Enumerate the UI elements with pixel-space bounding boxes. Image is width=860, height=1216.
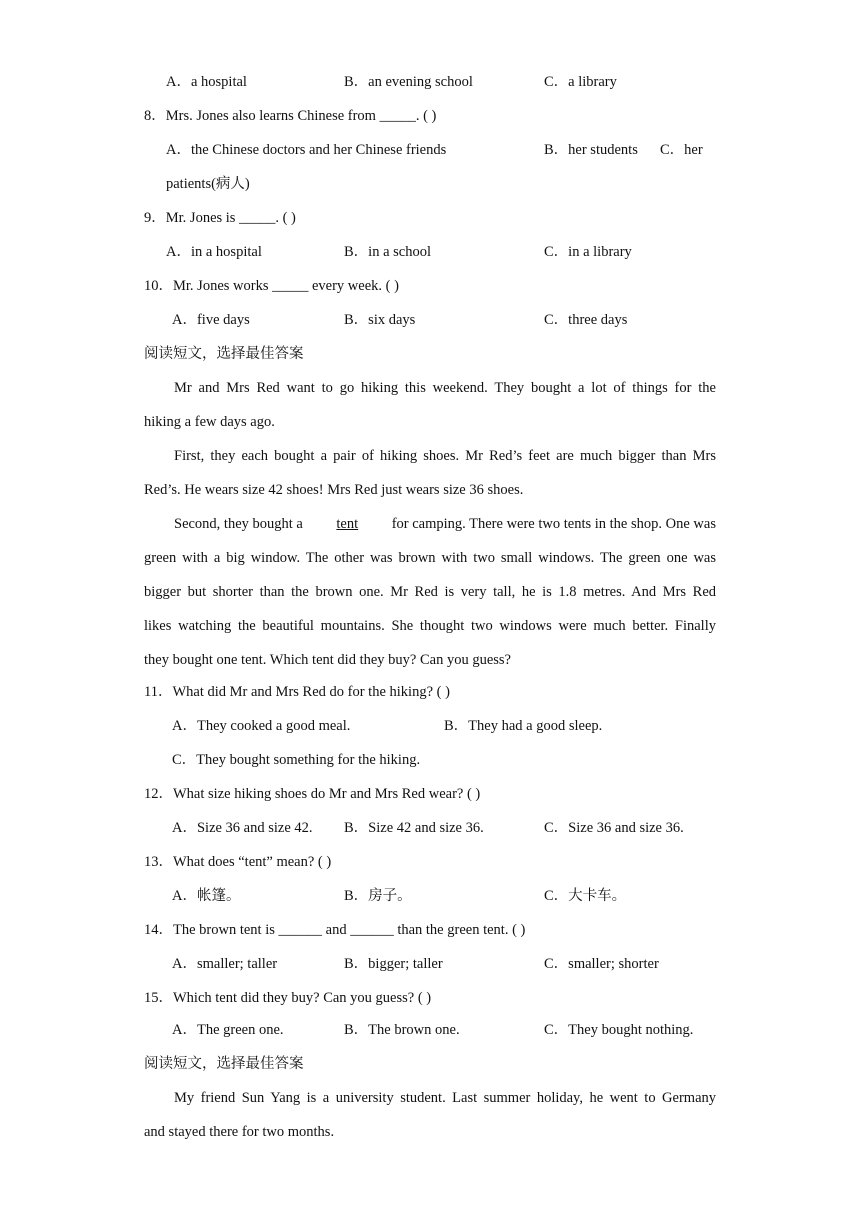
q15-option-c: C．They bought nothing. [544, 1022, 694, 1038]
q9-option-a: A．in a hospital [166, 244, 262, 260]
q13-stem: 13．What does “tent” mean? ( ) [144, 854, 332, 870]
q8-option-c-cont: patients(病人) [166, 176, 250, 192]
q12-option-c: C．Size 36 and size 36. [544, 820, 684, 836]
q8-option-b: B．her students [544, 142, 638, 158]
q9-option-b: B．in a school [344, 244, 431, 260]
passage-line: First, they each bought a pair of hiking shoes. Mr Red’s feet are much bigger than Mrs [174, 448, 716, 464]
q15-option-b: B．The brown one. [344, 1022, 460, 1038]
q11-option-a: A．They cooked a good meal. [172, 718, 351, 734]
q9-option-c: C．in a library [544, 244, 632, 260]
passage-line: My friend Sun Yang is a university student. Last summer holiday, he went to Germany [174, 1090, 716, 1106]
q11-option-c: C．They bought something for the hiking. [172, 752, 421, 768]
q8-stem: 8．Mrs. Jones also learns Chinese from _____. ( ) [144, 108, 437, 124]
section-heading: 阅读短文，选择最佳答案 [144, 1056, 304, 1072]
q14-option-c: C．smaller; shorter [544, 956, 659, 972]
q12-option-a: A．Size 36 and size 42. [172, 820, 313, 836]
passage-line: they bought one tent. Which tent did they buy? Can you guess? [144, 652, 511, 668]
passage-text: for camping. There were two tents in the shop. One was [391, 516, 716, 532]
q7-option-a: A．a hospital [166, 74, 247, 90]
q12-stem: 12．What size hiking shoes do Mr and Mrs Red wear? ( ) [144, 786, 481, 802]
q15-stem: 15．Which tent did they buy? Can you guess? ( ) [144, 990, 432, 1006]
q10-option-b: B．six days [344, 312, 416, 328]
q7-option-c: C．a library [544, 74, 617, 90]
q14-stem: 14．The brown tent is ______ and ______ than the green tent. ( ) [144, 922, 526, 938]
q10-option-a: A．five days [172, 312, 250, 328]
q13-option-c: C．大卡车。 [544, 888, 627, 904]
q14-option-b: B．bigger; taller [344, 956, 443, 972]
q8-option-a: A．the Chinese doctors and her Chinese friends [166, 142, 447, 158]
q10-option-c: C．three days [544, 312, 628, 328]
q13-option-b: B．房子。 [344, 888, 412, 904]
passage-text: Second, they bought a [174, 516, 303, 532]
underlined-word-tent: tent [336, 516, 359, 532]
q7-option-b: B．an evening school [344, 74, 473, 90]
q11-option-b: B．They had a good sleep. [444, 718, 603, 734]
q11-stem: 11．What did Mr and Mrs Red do for the hiking? ( ) [144, 684, 450, 700]
passage-line: green with a big window. The other was brown with two small windows. The green one was [144, 550, 716, 566]
passage-line: Mr and Mrs Red want to go hiking this weekend. They bought a lot of things for the [174, 380, 716, 396]
passage-line: hiking a few days ago. [144, 414, 275, 430]
passage-line: Red’s. He wears size 42 shoes! Mrs Red just wears size 36 shoes. [144, 482, 524, 498]
q8-option-c: C．her [660, 142, 703, 158]
q14-option-a: A．smaller; taller [172, 956, 278, 972]
passage-line: and stayed there for two months. [144, 1124, 335, 1140]
passage-line: bigger but shorter than the brown one. Mr Red is very tall, he is 1.8 metres. And Mrs Red [144, 584, 716, 600]
q10-stem: 10．Mr. Jones works _____ every week. ( ) [144, 278, 399, 294]
passage-line [174, 514, 716, 534]
section-heading: 阅读短文，选择最佳答案 [144, 346, 304, 362]
q15-option-a: A．The green one. [172, 1022, 284, 1038]
q13-option-a: A．帐篷。 [172, 888, 241, 904]
q12-option-b: B．Size 42 and size 36. [344, 820, 484, 836]
q9-stem: 9．Mr. Jones is _____. ( ) [144, 210, 296, 226]
passage-line: likes watching the beautiful mountains. She thought two windows were much better. Finally [144, 618, 716, 634]
